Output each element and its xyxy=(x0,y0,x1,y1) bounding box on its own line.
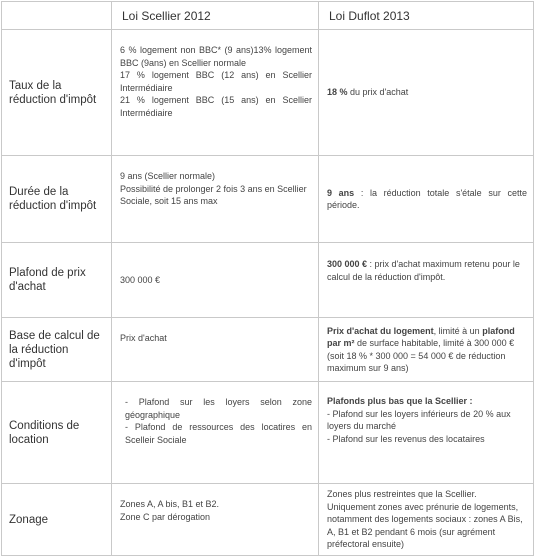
row-zonage xyxy=(2,484,534,556)
duflot-conditions-title: Plafonds plus bas que la Scellier : xyxy=(327,396,473,406)
duflot-duree-text: : la réduction totale s'étale sur cette période. xyxy=(327,187,527,210)
duflot-taux-text: du prix d'achat xyxy=(347,87,409,98)
scellier-conditions-line-1: - Plafond sur les loyers selon zone géographique xyxy=(125,397,312,420)
duflot-plafond-text: : prix d'achat maximum retenu pour le calcul de la réduction d'impôt. xyxy=(327,259,520,282)
duflot-plafond-amount: 300 000 € xyxy=(327,259,368,269)
duflot-taux-rate: 18 % xyxy=(327,87,348,98)
scellier-duree-line-1: 9 ans (Scellier normale) xyxy=(120,171,216,181)
row-plafond xyxy=(2,243,534,318)
row-label-conditions: Conditions de location xyxy=(2,382,112,484)
duflot-conditions-line-1: - Plafond sur les loyers inférieurs de 20 % aux loyers du marché xyxy=(327,408,511,431)
header-duflot: Loi Duflot 2013 xyxy=(319,2,534,30)
duflot-base-bold-1: Prix d'achat du logement xyxy=(327,325,434,336)
row-conditions xyxy=(2,382,534,484)
row-base xyxy=(2,318,534,382)
duflot-duree-years: 9 ans xyxy=(327,187,355,198)
duflot-conditions xyxy=(319,382,534,484)
duflot-plafond xyxy=(319,243,534,318)
scellier-taux-line-1: 6 % logement non BBC* (9 ans)13% logement BBC (9ans) en Scellier normale xyxy=(120,45,312,68)
scellier-zonage-line-1: Zones A, A bis, B1 et B2. xyxy=(120,499,220,509)
row-label-base: Base de calcul de la réduction d'impôt xyxy=(2,318,112,382)
duflot-base-bold-2: plafond par m² xyxy=(327,325,515,348)
duflot-base-text-2: de surface habitable, limité à 300 000 € (soit 18 % * 300 000 = 54 000 € de réduction maximum sur 9 ans) xyxy=(327,338,515,373)
duflot-conditions-line-2: - Plafond sur les revenus des locataires xyxy=(327,433,485,444)
row-duree xyxy=(2,156,534,243)
scellier-conditions xyxy=(112,382,319,484)
duflot-taux xyxy=(319,30,534,156)
scellier-plafond: 300 000 € xyxy=(112,243,319,318)
scellier-taux-line-3: 21 % logement BBC (15 ans) en Scellier Intermédiaire xyxy=(120,95,312,118)
comparison-table xyxy=(1,1,534,556)
scellier-zonage xyxy=(112,484,319,556)
header-empty-cell xyxy=(2,2,112,30)
header-row xyxy=(2,2,534,30)
scellier-taux xyxy=(112,30,319,156)
scellier-base: Prix d'achat xyxy=(112,318,319,382)
scellier-zonage-line-2: Zone C par dérogation xyxy=(120,511,211,522)
header-scellier: Loi Scellier 2012 xyxy=(112,2,319,30)
duflot-base xyxy=(319,318,534,382)
duflot-duree xyxy=(319,156,534,243)
scellier-duree xyxy=(112,156,319,243)
scellier-conditions-line-2: - Plafond de ressources des locatires en Scelleir Sociale xyxy=(125,422,312,445)
row-taux xyxy=(2,30,534,156)
duflot-base-text-1: , limité à un xyxy=(433,325,483,336)
row-label-plafond: Plafond de prix d'achat xyxy=(2,243,112,318)
duflot-zonage: Zones plus restreintes que la Scellier. Uniquement zones avec prénurie de logements, notamment des logements sociaux : zones A Bis, A, B1 et B2 pendant 6 mois (sur agrément préfectoral ensuite) xyxy=(319,484,534,556)
scellier-taux-line-2: 17 % logement BBC (12 ans) en Scellier Intermédiaire xyxy=(120,70,312,93)
scellier-duree-line-2: Possibilité de prolonger 2 fois 3 ans en Scellier Sociale, soit 15 ans max xyxy=(120,183,307,206)
row-label-duree: Durée de la réduction d'impôt xyxy=(2,156,112,243)
row-label-taux: Taux de la réduction d'impôt xyxy=(2,30,112,156)
row-label-zonage: Zonage xyxy=(2,484,112,556)
